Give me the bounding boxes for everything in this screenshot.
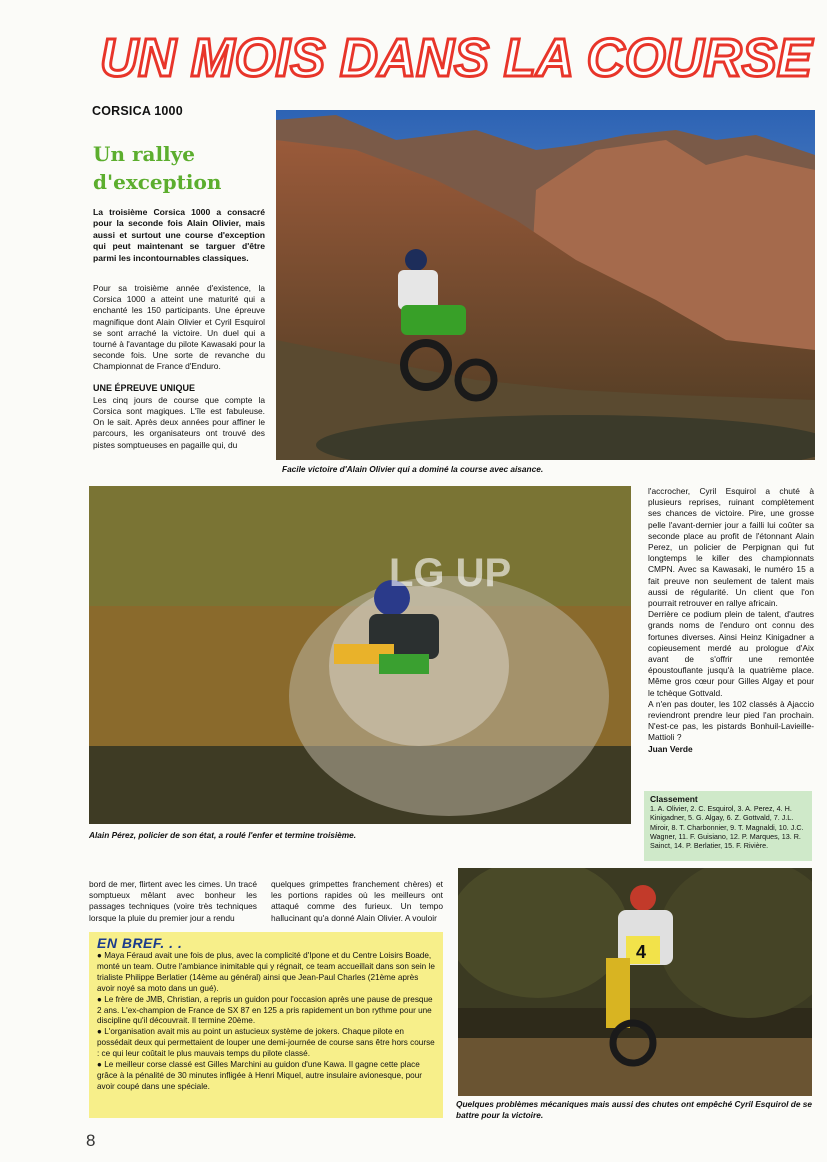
caption-photo-3: Quelques problèmes mécaniques mais aussi des chutes ont empêché Cyril Esquirol de se battre pour la victoire. [456,1099,812,1120]
en-bref-item: ● Le meilleur corse classé est Gilles Marchini au guidon d'une Kawa. Il gagne cette place grâce à la pénalité de 30 minutes infligée à Henri Miquel, autre insulaire avionesque, pour avoir coupé dans une spéciale. [97,1060,422,1091]
headline-text: UN MOIS DANS LA COURSE [100,28,814,86]
paragraph: Pour sa troisième année d'existence, la Corsica 1000 a atteint une maturité qui a enchanté les 150 participants. Une épreuve magnifique dont Alain Olivier et Cyril Esquirol se sont arraché la victoire. Un duel qui a tourné à l'avantage du pilote Kawasaki pour la seconde fois. Une sorte de revanche du Championnat de France d'Enduro. [93,283,265,372]
article-kicker: CORSICA 1000 [92,104,183,118]
classement-text: 1. A. Olivier, 2. C. Esquirol, 3. A. Perez, 4. H. Kinigadner, 5. G. Algay, 6. Z. Gottvald, 7. J.L. Miroir, 8. T. Charbonnier, 9. T. Magnaldi, 10. J.C. Wagner, 11. F. Guisiano, 12. P. Marques, 13. R. Sainct, 14. P. Berlatier, 15. F. Rivière. [650,804,804,851]
paragraph: Derrière ce podium plein de talent, d'autres grands noms de l'enduro ont connu des fortunes diverses. Ainsi Heinz Kinigadner a copieusement merdé au prologue d'Aix avant de s'offrir une remontée époustouflante jusqu'à la quatrième place. Même gros cœur pour Gilles Algay et pour le tchèque Gottvald. [648,609,814,698]
article-title: Un rallye d'exception [93,142,222,194]
paragraph: Les cinq jours de course que compte la Corsica sont magiques. L'île est fabuleuse. On le sait. Après deux années pour affiner le parcours, les organisateurs ont trouvé des pistes somptueuses en pagaille qui, du [93,394,265,450]
photo-water-splash [89,486,631,824]
classement-heading: Classement [650,794,698,804]
watermark-text: LG UP [389,551,512,595]
page-number: 8 [86,1131,96,1150]
subheading: UNE ÉPREUVE UNIQUE [93,382,196,393]
article-column-lower-b: quelques grimpettes franchement chères) et les portions rapides où les meilleurs ont attaqué comme des furieux. Un tempo hallucinant qu'a donné Alain Olivier. A vouloir [271,879,443,923]
article-column-right [648,486,814,755]
paragraph: A n'en pas douter, les 102 classés à Ajaccio reviendront prendre leur pied l'an prochain. N'est-ce pas, les pistards Bonhuil-Lavieille-Mattioli ? [648,698,814,743]
article-lead: La troisième Corsica 1000 a consacré pour la seconde fois Alain Olivier, mais aussi et surtout une course d'exception qui peut maintenant se targuer d'être parmi les incontournables classiques. [93,207,265,263]
photo-mountain-rider [276,110,815,460]
number-plate-text: 4 [636,942,647,962]
paragraph: l'accrocher, Cyril Esquirol a chuté à plusieurs reprises, ruinant complètement ses chances de victoire. Pire, une grosse pelle l'avant-dernier jour a failli lui coûter sa seconde place au profit de l'étonnant Alain Perez, un policier de Perpignan qui fut longtemps le killer des championnats CMPN. Avec sa Kawasaki, le numéro 15 a fait preuve non seulement de talent mais aussi de régularité. Un client que l'on pourrait retrouver en rallye africain. [648,486,814,609]
en-bref-item: ● Maya Féraud avait une fois de plus, avec la complicité d'Ipone et du Centre Loisirs Boade, monté un team. Outre l'ambiance inimitable qui y régnait, ce team accueillait dans son sein le trialiste Philippe Berlatier (14ème au général) ainsi que Jean-Paul Charles (21ème après avoir noyé sa moto dans un gué). [97,951,435,993]
photo-forest-rider [458,868,812,1096]
article-column-1 [93,283,265,451]
en-bref-box [89,932,443,1118]
article-author: Juan Verde [648,743,693,754]
caption-photo-2: Alain Pérez, policier de son état, a roulé l'enfer et termine troisième. [89,830,357,840]
en-bref-heading: EN BREF. . . [97,935,183,951]
en-bref-item: ● L'organisation avait mis au point un astucieux système de jokers. Chaque pilote en possédait deux qui permettaient de louper une demi-journée de course sans être hors course : ce qui leur coûtait le plus mauvais temps du pilote classé. [97,1027,435,1059]
article-column-lower-a: bord de mer, flirtent avec les cimes. Un tracé somptueux mêlant avec bonheur les passages techniques (voire très techniques lorsque la pluie du premier jour a rendu [89,879,257,923]
en-bref-item: ● Le frère de JMB, Christian, a repris un guidon pour l'occasion après une pause de presque 2 ans. L'ex-champion de France de SX 87 en 125 a pris rapidement un bon rythme pour une discipline qu'il découvrait. Il termine 20ème. [97,994,433,1026]
caption-photo-1: Facile victoire d'Alain Olivier qui a dominé la course avec aisance. [282,464,544,474]
classement-box [644,791,812,861]
section-headline [96,22,818,86]
